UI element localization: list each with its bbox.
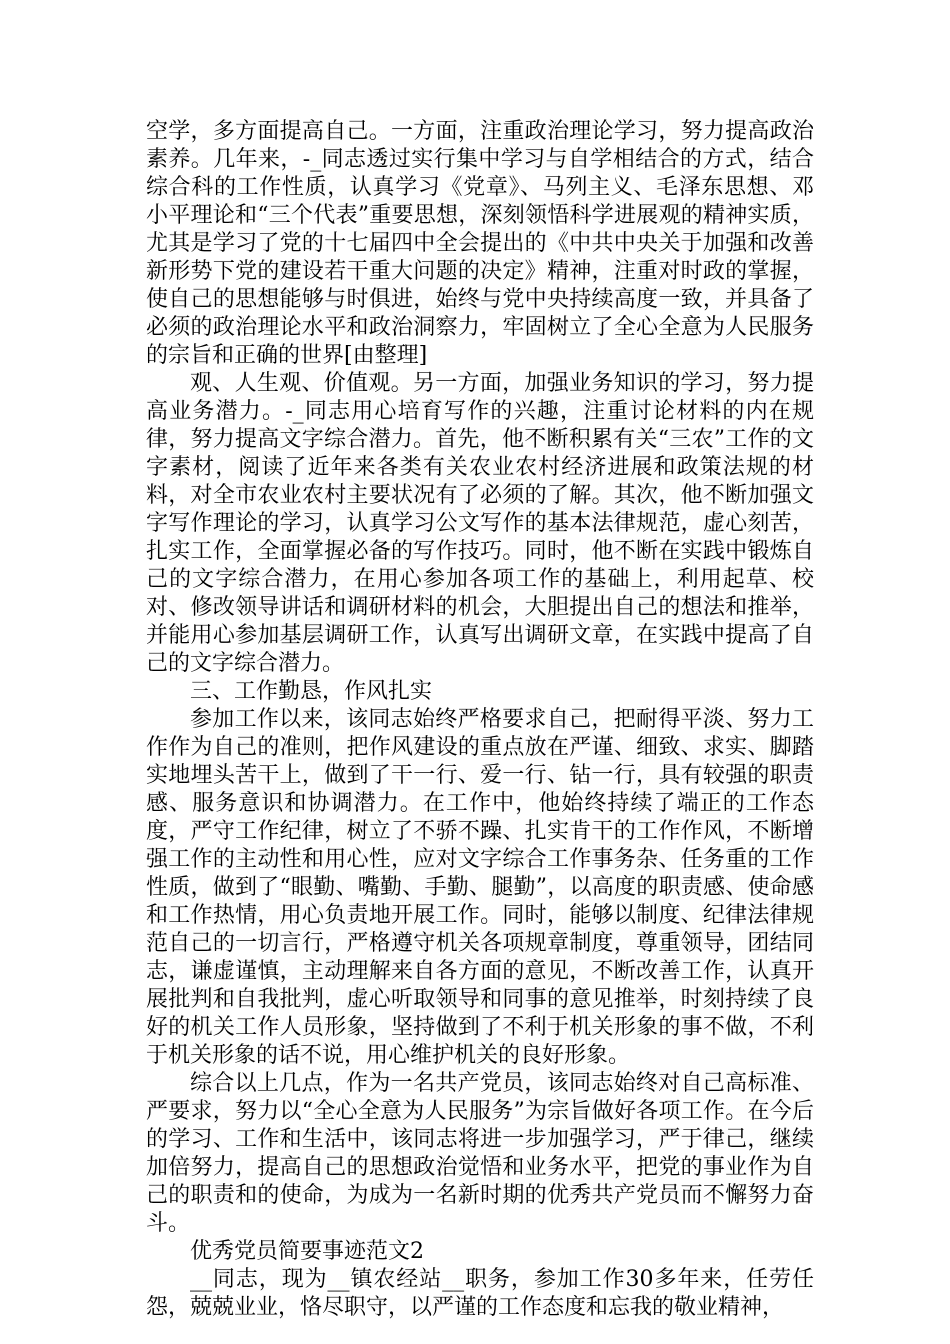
paragraph: 空学，多方面提高自己。一方面，注重政治理论学习，努力提高政治素养。几年来，-_同志透过实行集中学习与自学相结合的方式，结合综合科的工作性质，认真学习《党章》、马列主义、毛泽东思想、邓小平理论和“三个代表”重要思想，深刻领悟科学进展观的精神实质，尤其是学习了党的十七届四中全会提出的《中共中央关于加强和改善新形势下党的建设若干重大问题的决定》精神，注重对时政的掌握，使自己的思想能够与时俱进，始终与党中央持续高度一致，并具备了必须的政治理论水平和政治洞察力，牢固树立了全心全意为人民服务的宗旨和正确的世界[由整理] [146, 119, 814, 368]
paragraph: 参加工作以来，该同志始终严格要求自己，把耐得平淡、努力工作作为自己的准则，把作风建设的重点放在严谨、细致、求实、脚踏实地埋头苦干上，做到了干一行、爱一行、钻一行，具有较强的职责感、服务意识和协调潜力。在工作中，他始终持续了端正的工作态度，严守工作纪律，树立了不骄不躁、扎实肯干的工作作风，不断增强工作的主动性和用心性，应对文字综合工作事务杂、任务重的工作性质，做到了“眼勤、嘴勤、手勤、腿勤”，以高度的职责感、使命感和工作热情，用心负责地开展工作。同时，能够以制度、纪律法律规范自己的一切言行，严格遵守机关各项规章制度，尊重领导，团结同志，谦虚谨慎，主动理解来自各方面的意见，不断改善工作，认真开展批判和自我批判，虚心听取领导和同事的意见推举，时刻持续了良好的机关工作人员形象，坚持做到了不利于机关形象的事不做，不利于机关形象的话不说，用心维护机关的良好形象。 [146, 707, 814, 1068]
paragraph: __同志，现为__镇农经站__职务，参加工作30多年来，任劳任怨，兢兢业业，恪尽职守，以严谨的工作态度和忘我的敬业精神， [146, 1267, 814, 1320]
paragraph: 观、人生观、价值观。另一方面，加强业务知识的学习，努力提高业务潜力。-_同志用心培育写作的兴趣，注重讨论材料的内在规律，努力提高文字综合潜力。首先，他不断积累有关“三农”工作的文字素材，阅读了近年来各类有关农业农村经济进展和政策法规的材料，对全市农业农村主要状况有了必须的了解。其次，他不断加强文字写作理论的学习，认真学习公文写作的基本法律规范，虚心刻苦，扎实工作，全面掌握必备的写作技巧。同时，他不断在实践中锻炼自己的文字综合潜力，在用心参加各项工作的基础上，利用起草、校对、修改领导讲话和调研材料的机会，大胆提出自己的想法和推举，并能用心参加基层调研工作，认真写出调研文章，在实践中提高了自己的文字综合潜力。 [146, 371, 814, 676]
document-body [146, 118, 814, 1322]
section-heading: 三、工作勤恳，作风扎实 [190, 679, 433, 704]
paragraph: 综合以上几点，作为一名共产党员，该同志始终对自己高标准、严要求，努力以“全心全意为人民服务”为宗旨做好各项工作。在今后的学习、工作和生活中，该同志将进一步加强学习，严于律己，继续加倍努力，提高自己的思想政治觉悟和业务水平，把党的事业作为自己的职责和的使命，为成为一名新时期的优秀共产党员而不懈努力奋斗。 [146, 1071, 814, 1236]
article-title: 优秀党员简要事迹范文2 [190, 1239, 424, 1264]
